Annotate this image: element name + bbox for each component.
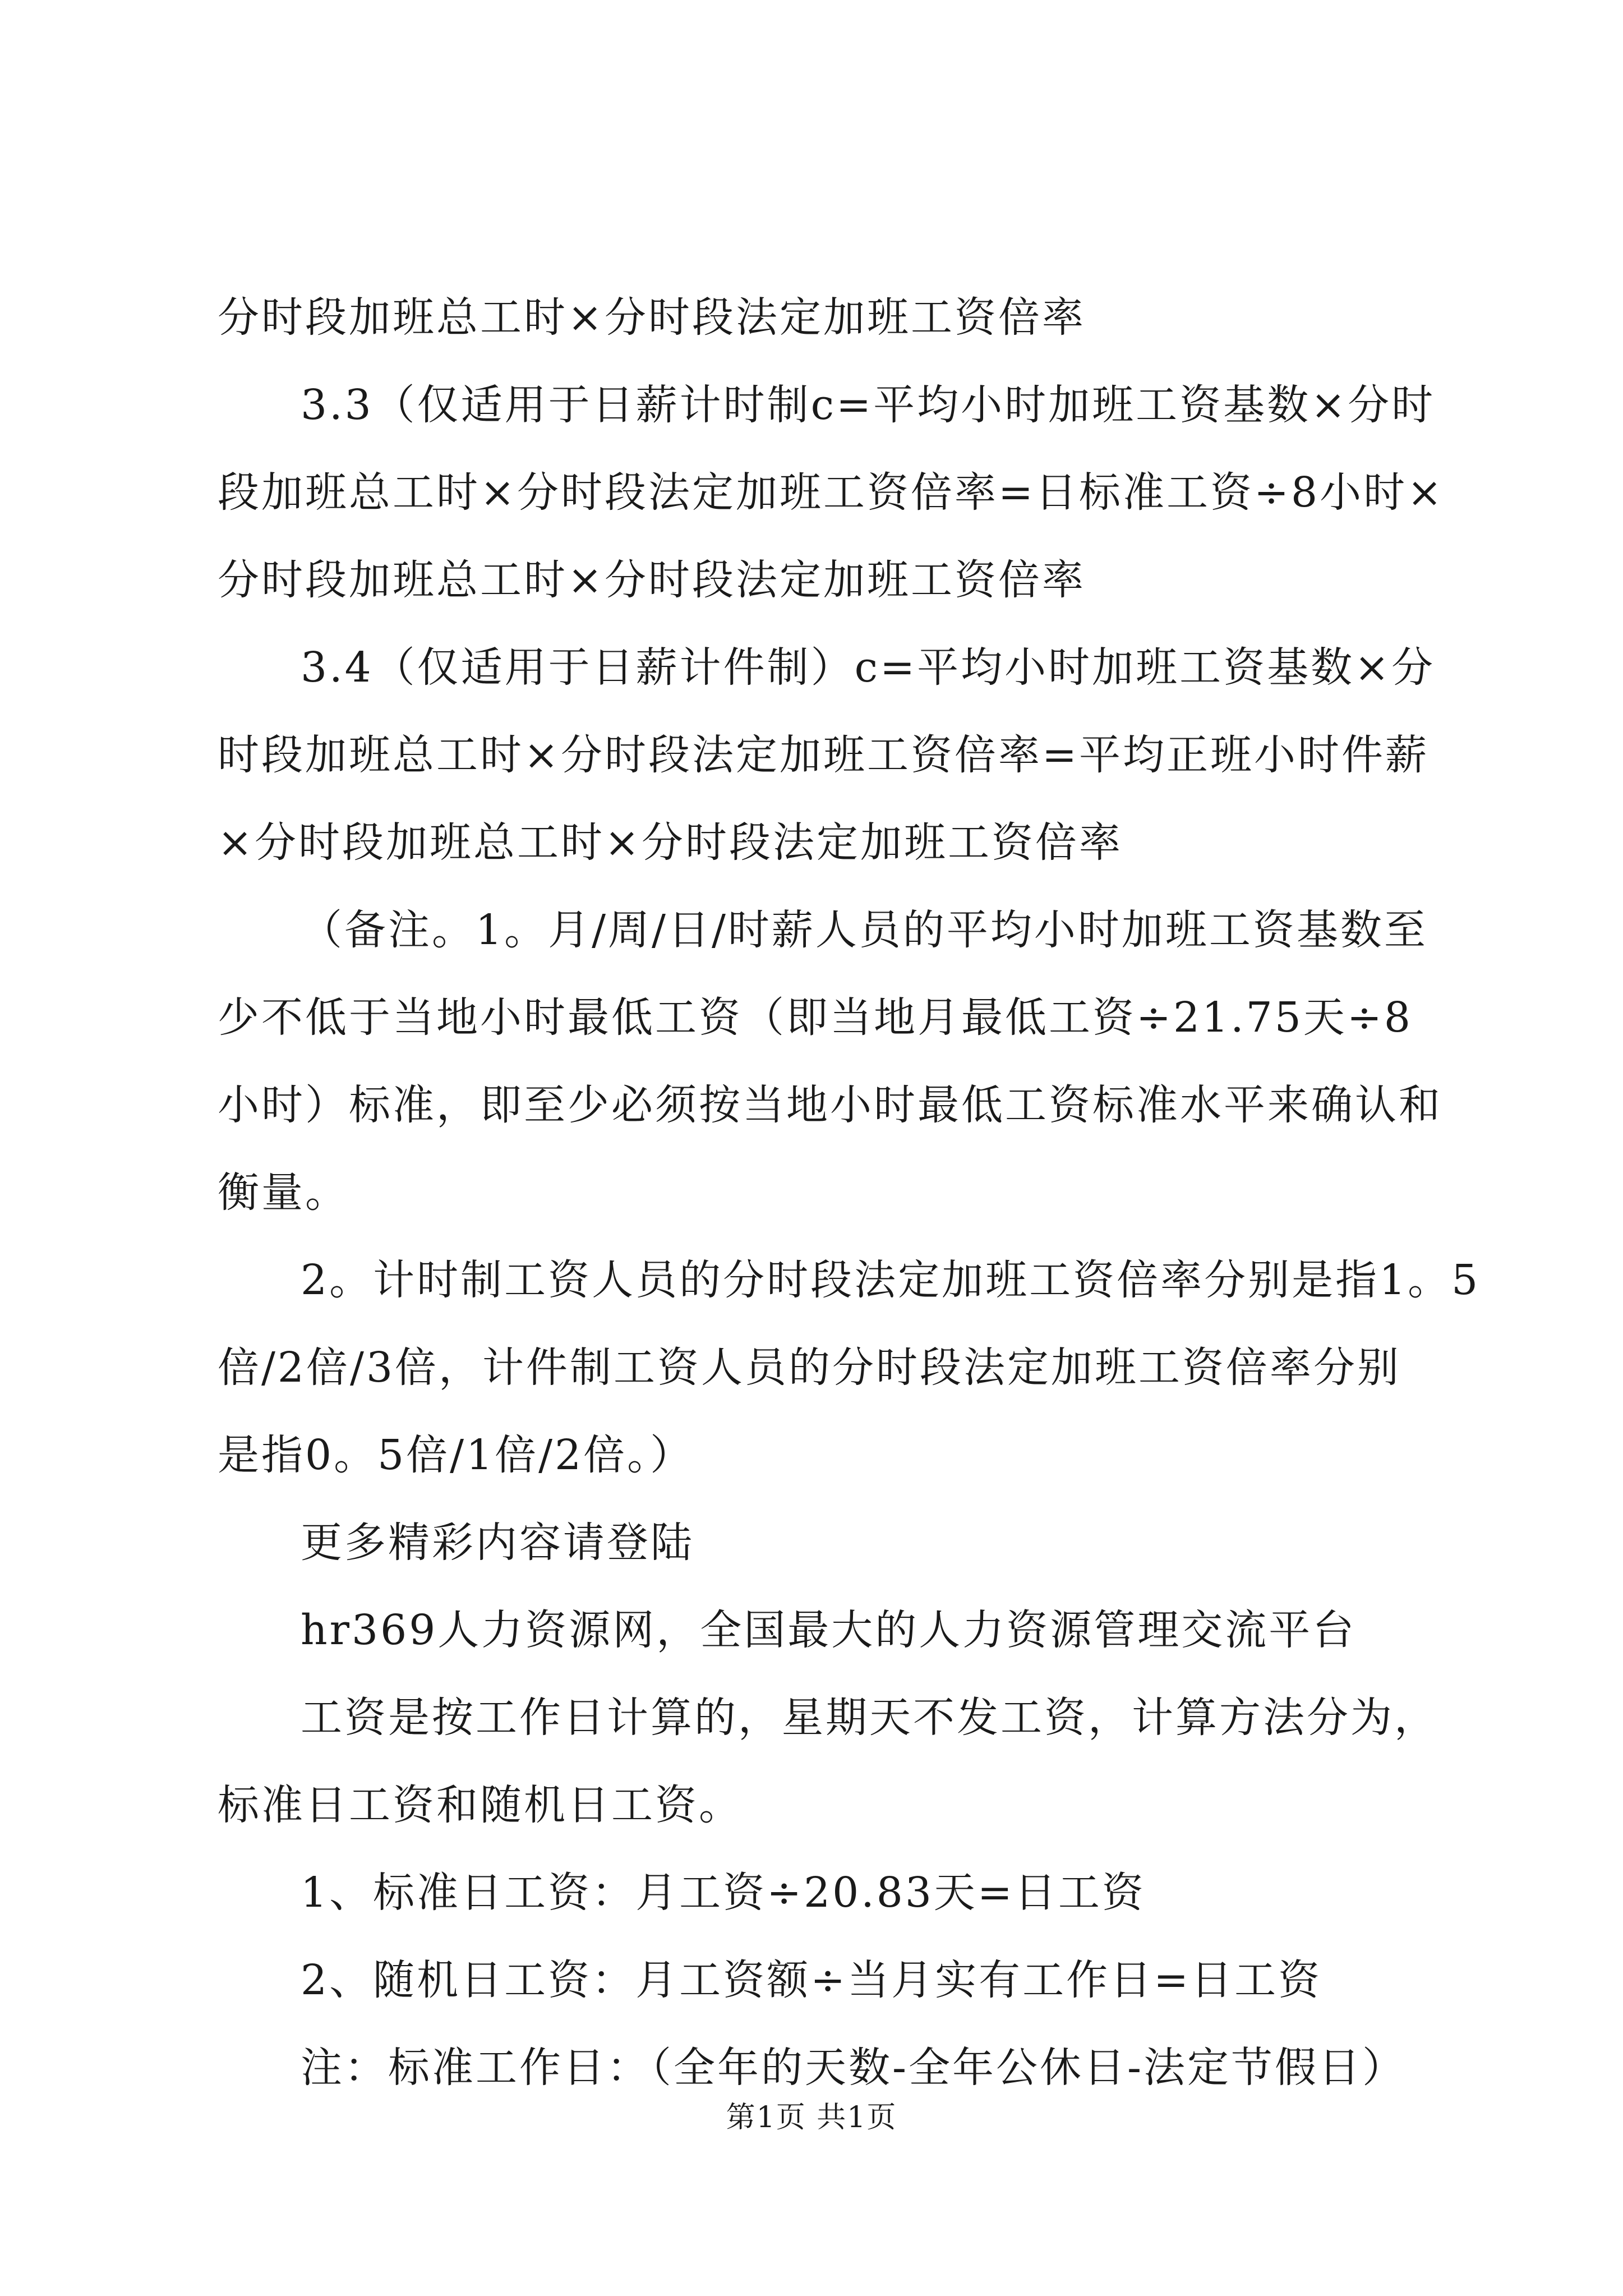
text-line: 分时段加班总工时×分时段法定加班工资倍率 bbox=[218, 556, 1086, 604]
text-line: 是指0。5倍/1倍/2倍。） bbox=[218, 1431, 694, 1479]
text-line: 2、随机日工资：月工资额÷当月实有工作日=日工资 bbox=[301, 1956, 1322, 2004]
text-line: ×分时段加班总工时×分时段法定加班工资倍率 bbox=[218, 818, 1123, 867]
text-line: 小时）标准，即至少必须按当地小时最低工资标准水平来确认和 bbox=[218, 1081, 1442, 1129]
text-line: 1、标准日工资：月工资÷20.83天=日工资 bbox=[301, 1869, 1146, 1917]
text-line: 时段加班总工时×分时段法定加班工资倍率=平均正班小时件薪 bbox=[218, 731, 1430, 779]
document-body bbox=[218, 292, 1485, 2129]
text-line: 少不低于当地小时最低工资（即当地月最低工资÷21.75天÷8 bbox=[218, 993, 1413, 1042]
text-line: 3.3（仅适用于日薪计时制c=平均小时加班工资基数×分时 bbox=[301, 381, 1436, 429]
text-line: 衡量。 bbox=[218, 1168, 349, 1217]
text-line: 工资是按工作日计算的，星期天不发工资，计算方法分为， bbox=[301, 1694, 1438, 1742]
text-line: hr369人力资源网，全国最大的人力资源管理交流平台 bbox=[301, 1606, 1357, 1654]
text-line: 分时段加班总工时×分时段法定加班工资倍率 bbox=[218, 293, 1086, 342]
text-line: 注：标准工作日：（全年的天数-全年公休日-法定节假日） bbox=[301, 2044, 1407, 2092]
text-line: 标准日工资和随机日工资。 bbox=[218, 1781, 743, 1829]
text-line: 倍/2倍/3倍，计件制工资人员的分时段法定加班工资倍率分别 bbox=[218, 1343, 1401, 1392]
text-line: 段加班总工时×分时段法定加班工资倍率=日标准工资÷8小时× bbox=[218, 468, 1445, 517]
text-line: （备注。1。月/周/日/时薪人员的平均小时加班工资基数至 bbox=[301, 906, 1428, 954]
text-line: 2。计时制工资人员的分时段法定加班工资倍率分别是指1。5 bbox=[301, 1256, 1481, 1304]
text-line: 更多精彩内容请登陆 bbox=[301, 1519, 694, 1567]
text-line: 3.4（仅适用于日薪计件制）c=平均小时加班工资基数×分 bbox=[301, 643, 1436, 692]
page-footer: 第1页 共1页 bbox=[726, 2101, 897, 2134]
